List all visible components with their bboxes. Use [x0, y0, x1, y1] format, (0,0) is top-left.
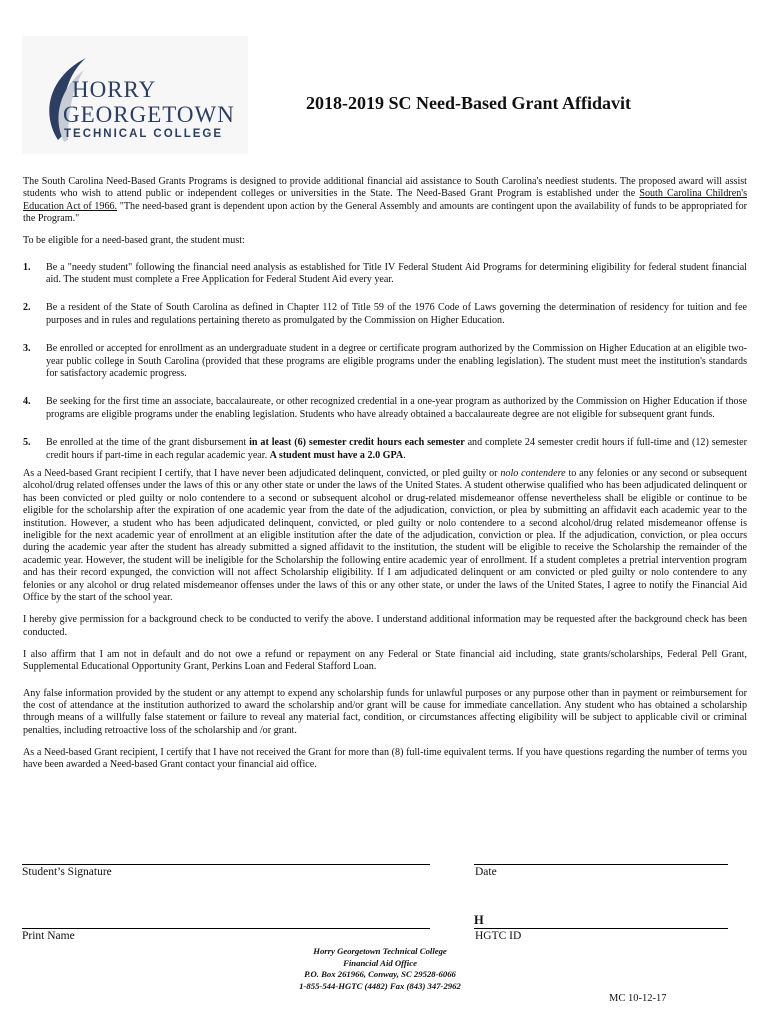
intro-text: The South Carolina Need-Based Grants Programs is designed to provide additional financial aid assistance to South Carolina's neediest students. The proposed award will assist students who wish to attend public or independent colleges or universities in the State. The Need-Based Grant Program is established under the — [23, 176, 747, 200]
requirement-text-cont: and complete 24 semester credit hours if full-time and (12) semester credit hours if part-time in each regular academic year. — [46, 437, 748, 461]
page-title: 2018-2019 SC Need-Based Grant Affidavit — [306, 93, 631, 113]
requirement-number: 4. — [23, 396, 31, 408]
form-number: MC 10-12-17 — [609, 993, 667, 1004]
false-information-paragraph: Any false information provided by the student or any attempt to expend any scholarship funds for unlawful purposes or any purpose other than in payment or reimbursement for the cost of attendance at the institution authorized to award the scholarship and/or grant will be cause for immediate cancellation. Any student who has obtained a scholarship through means of a willfully false statement or failure to reveal any material fact, condition, or circumstances affecting eligibility will be subject to applicable civil or criminal penalties, including retroactive loss of the scholarship and /or grant. — [23, 687, 747, 736]
requirement-item — [23, 302, 747, 327]
student-signature-label: Student’s Signature — [22, 866, 112, 878]
date-line[interactable] — [474, 864, 728, 865]
certification-paragraph — [23, 468, 747, 604]
footer-address — [230, 946, 530, 992]
college-logo — [22, 36, 248, 154]
print-name-label: Print Name — [22, 930, 75, 942]
requirement-item — [23, 437, 747, 462]
print-name-line[interactable] — [22, 928, 430, 929]
logo-line-2: GEORGETOWN — [63, 102, 235, 127]
requirement-text: Be a resident of the State of South Carolina as defined in Chapter 112 of Title 59 of the 1976 Code of Laws governing the determination of residency for tuition and fee purposes and in rules and regulations pertaining thereto as promulgated by the Commission on Higher Education. — [46, 302, 747, 326]
requirement-item — [23, 396, 747, 421]
footer-college-name: Horry Georgetown Technical College — [313, 946, 447, 956]
date-label: Date — [475, 866, 497, 878]
requirement-number: 2. — [23, 302, 31, 314]
requirement-number: 3. — [23, 343, 31, 355]
footer-office: Financial Aid Office — [343, 957, 417, 968]
requirement-number: 5. — [23, 437, 31, 449]
terms-limit-paragraph: As a Need-based Grant recipient, I certify that I have not received the Grant for more than (8) full-time equivalent terms. If you have questions regarding the number of terms you have been awarded a Need-based Grant contact your financial aid office. — [23, 746, 747, 771]
gpa-emphasis: A student must have a 2.0 GPA — [269, 449, 404, 461]
credit-hours-emphasis: in at least (6) semester credit hours each semester — [249, 437, 465, 449]
intro-text-end: "The need-based grant is dependent upon action by the General Assembly and amounts are contingent upon the availability of funds to be appropriated for the Program." — [23, 200, 747, 225]
intro-paragraph — [23, 176, 747, 226]
requirement-item — [23, 262, 747, 287]
footer-address-line: P.O. Box 261966, Conway, SC 29528-6066 — [304, 969, 456, 979]
affidavit-body — [23, 176, 747, 781]
certification-text: As a Need-based Grant recipient I certify, that I have never been adjudicated delinquent, convicted, or pled guilty or — [23, 468, 501, 479]
default-affirmation-paragraph: I also affirm that I am not in default and do not owe a refund or repayment on any Federal or State financial aid including, state grants/scholarships, Federal Pell Grant, Supplemental Educational Opportunity Grant, Perkins Loan and Federal Stafford Loan. — [23, 648, 747, 673]
act-reference: South Carolina Children's Education Act of 1966. — [23, 188, 747, 212]
nolo-contendere-term: nolo contendere — [500, 468, 566, 479]
requirement-text: Be seeking for the first time an associate, baccalaureate, or other recognized credential in a one-year program as authorized by the Commission on Higher Education if those programs are eligible programs under the enabling legislation. Students who have already obtained a baccalaureate degree are not eligible for subsequent grant funds. — [46, 396, 747, 420]
requirement-text-end: . — [403, 449, 406, 461]
hgtc-id-label: HGTC ID — [475, 930, 522, 942]
requirement-number: 1. — [23, 261, 31, 273]
requirement-item — [23, 343, 747, 380]
hgtc-id-line[interactable] — [474, 928, 728, 929]
requirement-text: Be enrolled or accepted for enrollment as an undergraduate student in a degree or certificate program authorized by the Commission on Higher Education at an eligible two-year public college in South Carolina (provided that these programs are eligible programs under the enabling legislation). The student must meet the institution's standards for satisfactory academic progress. — [46, 343, 747, 379]
footer-phone: 1-855-544-HGTC (4482) Fax (843) 347-2962 — [299, 980, 461, 991]
eligibility-lead: To be eligible for a need-based grant, the student must: — [23, 235, 245, 247]
logo-line-1: HORRY — [72, 77, 157, 102]
certification-text-cont: to any felonies or any second or subsequent alcohol/drug related offenses under the laws of this or any other state or under the laws of the United States. A student otherwise qualified who has been adjudicated delinquent or has been convicted or pled guilty or nolo contendere to a second or subsequent alcohol or drug-related misdemeanor offense nevertheless shall be eligible or continue to be eligible for the scholarship after the expiration of one academic year from the date of the adjudication, conviction, or plea by submitting an affidavit each academic year to the institution. However, a student who has been adjudicated delinquent, convicted, or pled guilty or nolo contendere to a second alcohol/drug related misdemeanor offense is ineligible for the next academic year of enrollment at an eligible institution after the date of the adjudication, conviction or plea. If the adjudication, conviction, or plea occurs during the academic year after the student has already submitted a signed affidavit to the institution, the student will be eligible to receive the Scholarship the remainder of the academic year. However, the student will be ineligible for the Scholarship the following entire academic year of enrollment. If a student completes a pretrial intervention program and has their record expunged, the conviction will not affect Scholarship eligibility. If I am adjudicated delinquent or am convicted or pled guilty or nolo contendere to any felonies or any alcohol or drug related misdemeanor offenses under the laws of this or any other state, or under the laws of the United States, I agree to notify the Financial Aid Office by the start of the school year. — [23, 468, 748, 604]
background-check-paragraph: I hereby give permission for a background check to be conducted to verify the above. I understand additional information may be requested after the background check has been conducted. — [23, 614, 747, 638]
requirement-text: Be enrolled at the time of the grant disbursement — [46, 437, 250, 449]
requirements-list — [23, 262, 747, 462]
logo-line-3: TECHNICAL COLLEGE — [64, 128, 224, 140]
student-signature-line[interactable] — [22, 864, 430, 865]
requirement-text: Be a "needy student" following the financial need analysis as established for Title IV Federal Student Aid Programs for determining eligibility for federal student financial aid. The student must complete a Free Application for Federal Student Aid every year. — [46, 261, 747, 285]
hgtc-id-prefix: H — [474, 913, 484, 927]
